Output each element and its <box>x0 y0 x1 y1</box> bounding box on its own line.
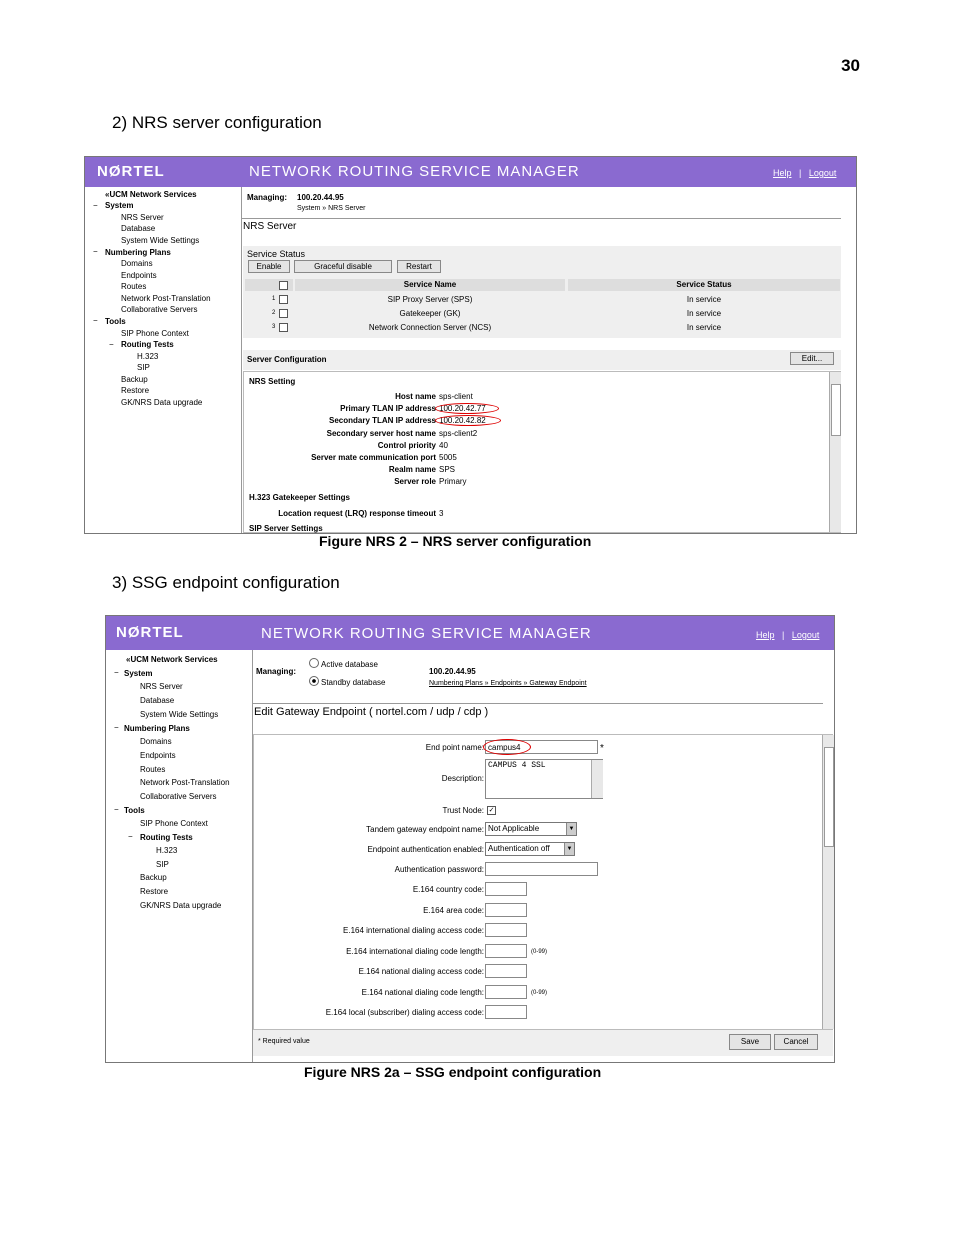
e164-intl-access-label: E.164 international dialing access code: <box>343 926 484 935</box>
managing-ip: 100.20.44.95 <box>297 193 344 202</box>
col-service-status: Service Status <box>568 279 840 291</box>
trust-node-checkbox[interactable]: ✓ <box>488 807 495 814</box>
lrq-value: 3 <box>439 509 444 518</box>
section-heading-nrs: 2) NRS server configuration <box>112 113 322 132</box>
logout-link[interactable]: Logout <box>791 630 820 640</box>
service-status: In service <box>686 295 722 304</box>
sidebar-item-routing-tests[interactable]: Routing Tests <box>140 833 193 842</box>
sidebar-item-domains[interactable]: Domains <box>140 737 172 746</box>
sidebar-item-sip-phone[interactable]: SIP Phone Context <box>121 329 189 338</box>
service-status: In service <box>686 309 722 318</box>
row-checkbox[interactable] <box>279 309 288 318</box>
sidebar-item-numbering-plans[interactable]: Numbering Plans <box>124 724 190 733</box>
field-value: sps-client2 <box>439 429 478 438</box>
endpoint-name-label: End point name: <box>425 743 484 752</box>
collapse-icon[interactable]: − <box>93 247 98 256</box>
auth-password-input[interactable] <box>485 862 598 876</box>
enable-button[interactable]: Enable <box>248 260 290 273</box>
sidebar-item-database[interactable]: Database <box>121 224 156 233</box>
sidebar-item-h323[interactable]: H.323 <box>156 846 178 855</box>
scrollbar-thumb[interactable] <box>824 747 834 847</box>
sidebar-item-gk-upgrade[interactable]: GK/NRS Data upgrade <box>140 901 222 910</box>
sidebar-item-tools[interactable]: Tools <box>124 806 145 815</box>
field-label: Host name <box>395 392 436 401</box>
collapse-icon[interactable]: − <box>128 832 133 841</box>
standby-db-radio[interactable] <box>309 676 319 686</box>
e164-nat-access-input[interactable] <box>485 964 527 978</box>
app-banner <box>85 157 856 187</box>
sidebar-item-npt[interactable]: Network Post-Translation <box>140 778 230 787</box>
required-star: * <box>600 743 604 754</box>
sidebar-item-routing-tests[interactable]: Routing Tests <box>121 340 174 349</box>
standby-db-label: Standby database <box>321 678 386 687</box>
e164-country-label: E.164 country code: <box>412 885 484 894</box>
row-number: 1 <box>272 296 276 302</box>
cancel-button[interactable]: Cancel <box>774 1034 818 1050</box>
server-config-heading: Server Configuration <box>247 355 327 364</box>
description-label: Description: <box>441 774 484 783</box>
sidebar-item-endpoints[interactable]: Endpoints <box>140 751 176 760</box>
sidebar-item-restore[interactable]: Restore <box>140 887 169 896</box>
service-name: Network Connection Server (NCS) <box>368 323 492 332</box>
row-number: 3 <box>272 324 276 330</box>
collapse-icon[interactable]: − <box>114 668 119 677</box>
field-value: sps-client <box>439 392 473 401</box>
field-label: Secondary TLAN IP address <box>329 416 436 425</box>
page-title: NRS Server <box>243 221 297 232</box>
sidebar-item-tools[interactable]: Tools <box>105 317 126 326</box>
collapse-icon[interactable]: − <box>114 723 119 732</box>
edit-button[interactable]: Edit... <box>790 352 834 365</box>
page-title: Edit Gateway Endpoint ( nortel.com / udp / cdp ) <box>254 706 489 718</box>
scrollbar-thumb[interactable] <box>831 384 841 436</box>
field-value: 5005 <box>439 453 457 462</box>
col-service-name: Service Name <box>295 279 565 291</box>
sidebar-item-endpoints[interactable]: Endpoints <box>121 271 157 280</box>
server-config-bar <box>243 350 841 370</box>
sidebar-item-domains[interactable]: Domains <box>121 259 153 268</box>
row-checkbox[interactable] <box>279 323 288 332</box>
active-db-radio[interactable] <box>309 658 319 668</box>
h323-settings-heading: H.323 Gatekeeper Settings <box>249 493 350 502</box>
field-label: Primary TLAN IP address <box>340 404 436 413</box>
help-link[interactable]: Help <box>756 630 775 640</box>
nortel-logo: NØRTEL <box>116 624 184 641</box>
e164-area-label: E.164 area code: <box>423 906 484 915</box>
sidebar-item-nrs-server[interactable]: NRS Server <box>121 213 164 222</box>
description-textarea[interactable]: CAMPUS 4 SSL <box>485 759 603 799</box>
select-all-checkbox[interactable] <box>279 281 288 290</box>
section-heading-ssg: 3) SSG endpoint configuration <box>112 573 340 592</box>
field-label: Server role <box>394 477 436 486</box>
highlight-oval <box>435 415 501 426</box>
breadcrumb[interactable]: Numbering Plans » Endpoints » Gateway Endpoint <box>429 680 587 687</box>
field-value: 40 <box>439 441 448 450</box>
chevron-down-icon: ▼ <box>564 843 574 855</box>
highlight-oval <box>435 403 499 414</box>
field-value: 100.20.42.77 <box>439 404 486 413</box>
row-checkbox[interactable] <box>279 295 288 304</box>
app-banner <box>106 616 834 650</box>
sidebar-item-database[interactable]: Database <box>140 696 175 705</box>
e164-local-label: E.164 local (subscriber) dialing access code: <box>325 1008 484 1017</box>
logout-link[interactable]: Logout <box>808 168 837 178</box>
sidebar-item-nrs-server[interactable]: NRS Server <box>140 682 183 691</box>
figure-caption-nrs2a: Figure NRS 2a – SSG endpoint configuration <box>304 1064 602 1080</box>
sidebar-item-system[interactable]: System <box>124 669 153 678</box>
collapse-icon[interactable]: − <box>114 805 119 814</box>
save-button[interactable]: Save <box>729 1034 771 1050</box>
sidebar-item-npt[interactable]: Network Post-Translation <box>121 294 211 303</box>
row-number: 2 <box>272 310 276 316</box>
nortel-logo: NØRTEL <box>97 163 165 180</box>
tandem-select[interactable]: Not Applicable ▼ <box>485 822 577 836</box>
field-label: Realm name <box>388 465 436 474</box>
chevron-down-icon: ▼ <box>566 823 576 835</box>
e164-nat-len-label: E.164 national dialing code length: <box>361 988 484 997</box>
auth-enabled-label: Endpoint authentication enabled: <box>367 845 484 854</box>
sidebar <box>106 650 253 1062</box>
vertical-scrollbar[interactable] <box>822 735 834 1029</box>
field-value: SPS <box>439 465 456 474</box>
field-label: Server mate communication port <box>311 453 436 462</box>
highlight-oval <box>483 739 531 755</box>
managing-ip: 100.20.44.95 <box>429 667 476 676</box>
breadcrumb: System » NRS Server <box>297 205 366 212</box>
sidebar-item-h323[interactable]: H.323 <box>137 352 159 361</box>
sidebar-item-routes[interactable]: Routes <box>121 282 147 291</box>
figure-caption-nrs2: Figure NRS 2 – NRS server configuration <box>319 533 592 549</box>
active-db-label: Active database <box>321 660 378 669</box>
help-link[interactable]: Help <box>773 168 792 178</box>
sidebar <box>85 187 242 533</box>
service-name: Gatekeeper (GK) <box>399 309 461 318</box>
sidebar-item-collab[interactable]: Collaborative Servers <box>140 792 217 801</box>
collapse-icon[interactable]: − <box>109 340 114 349</box>
e164-country-input[interactable] <box>485 882 527 896</box>
textarea-scrollbar[interactable] <box>591 760 603 798</box>
e164-area-input[interactable] <box>485 903 527 917</box>
service-name: SIP Proxy Server (SPS) <box>387 295 473 304</box>
e164-intl-len-label: E.164 international dialing code length: <box>346 947 484 956</box>
sidebar-item-sip[interactable]: SIP <box>137 363 150 372</box>
app-title: NETWORK ROUTING SERVICE MANAGER <box>261 625 592 642</box>
sidebar-item-collab[interactable]: Collaborative Servers <box>121 305 198 314</box>
range-hint: (0-99) <box>531 990 548 996</box>
link-separator: | <box>799 168 802 178</box>
e164-local-input[interactable] <box>485 1005 527 1019</box>
trust-node-label: Trust Node: <box>442 806 484 815</box>
collapse-icon[interactable]: − <box>93 201 98 210</box>
service-status: In service <box>686 323 722 332</box>
sidebar-item-sip-phone[interactable]: SIP Phone Context <box>140 819 208 828</box>
lrq-label: Location request (LRQ) response timeout <box>278 509 436 518</box>
sidebar-item-system-wide[interactable]: System Wide Settings <box>121 236 200 245</box>
required-note: * Required value <box>258 1038 310 1045</box>
sidebar-item-routes[interactable]: Routes <box>140 765 166 774</box>
sidebar-item-restore[interactable]: Restore <box>121 386 150 395</box>
auth-password-label: Authentication password: <box>394 865 484 874</box>
field-label: Secondary server host name <box>326 429 436 438</box>
sidebar-item-system[interactable]: System <box>105 201 134 210</box>
sidebar-item-backup[interactable]: Backup <box>140 873 167 882</box>
auth-enabled-select[interactable]: Authentication off ▼ <box>485 842 575 856</box>
e164-nat-len-input[interactable] <box>485 985 527 999</box>
range-hint: (0-99) <box>531 949 548 955</box>
nrs-setting-heading: NRS Setting <box>249 377 296 386</box>
e164-intl-access-input[interactable] <box>485 923 527 937</box>
sidebar-item-system-wide[interactable]: System Wide Settings <box>140 710 219 719</box>
service-status-heading: Service Status <box>247 249 306 259</box>
restart-button[interactable]: Restart <box>397 260 441 273</box>
field-label: Control priority <box>377 441 436 450</box>
collapse-icon[interactable]: − <box>93 316 98 325</box>
e164-intl-len-input[interactable] <box>485 944 527 958</box>
sidebar-item-sip[interactable]: SIP <box>156 860 169 869</box>
link-separator: | <box>782 630 785 640</box>
sip-settings-heading: SIP Server Settings <box>249 524 323 533</box>
app-title: NETWORK ROUTING SERVICE MANAGER <box>249 163 580 180</box>
nrs-server-screenshot <box>84 156 857 534</box>
sidebar-ucm-link[interactable]: «UCM Network Services <box>126 655 218 664</box>
endpoint-name-input[interactable]: campus4 <box>485 740 598 754</box>
sidebar-ucm-link[interactable]: «UCM Network Services <box>105 190 197 199</box>
vertical-scrollbar[interactable] <box>829 372 841 532</box>
managing-label: Managing: <box>256 667 296 676</box>
ssg-endpoint-screenshot <box>105 615 835 1063</box>
sidebar-item-backup[interactable]: Backup <box>121 375 148 384</box>
tandem-label: Tandem gateway endpoint name: <box>366 825 484 834</box>
graceful-disable-button[interactable]: Graceful disable <box>294 260 392 273</box>
field-value: Primary <box>439 477 467 486</box>
e164-nat-access-label: E.164 national dialing access code: <box>358 967 484 976</box>
field-value: 100.20.42.82 <box>439 416 486 425</box>
managing-label: Managing: <box>247 193 287 202</box>
sidebar-item-gk-upgrade[interactable]: GK/NRS Data upgrade <box>121 398 203 407</box>
page-number: 30 <box>841 56 860 75</box>
sidebar-item-numbering-plans[interactable]: Numbering Plans <box>105 248 171 257</box>
